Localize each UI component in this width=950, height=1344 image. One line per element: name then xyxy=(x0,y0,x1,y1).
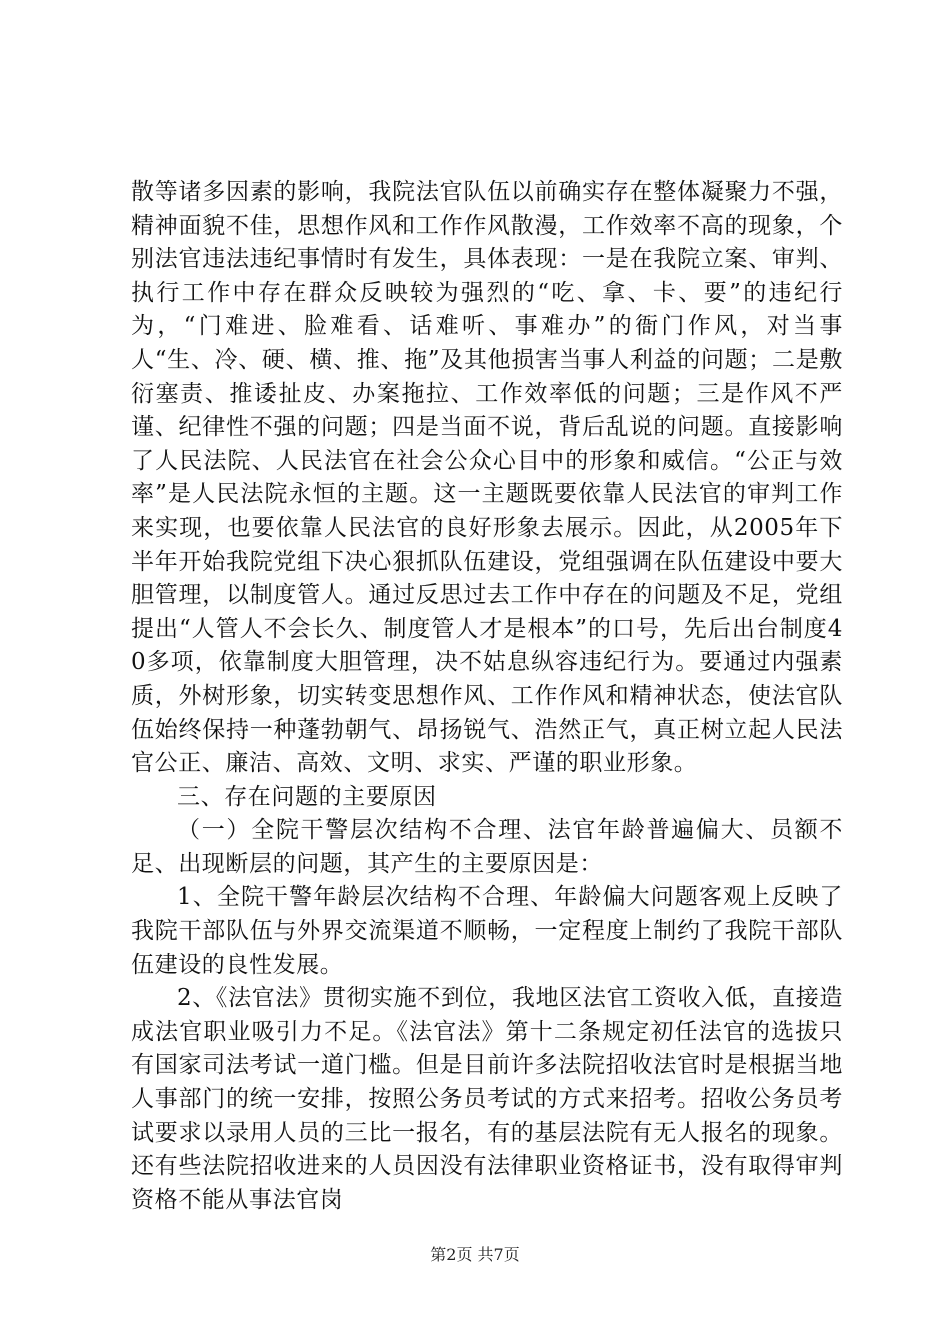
paragraph-item-2: 2、《法官法》贯彻实施不到位，我地区法官工资收入低，直接造成法官职业吸引力不足。《法官法》第十二条规定初任法官的选拔只有国家司法考试一道门槛。但是目前许多法院招收法官时是根据当地人事部门的统一安排，按照公务员考试的方式来招考。招收公务员考试要求以录用人员的三比一报名，有的基层法院有无人报名的现象。还有些法院招收进来的人员因没有法律职业资格证书，没有取得审判资格不能从事法官岗 xyxy=(131,985,843,1213)
paragraph-subsection-1: （一）全院干警层次结构不合理、法官年龄普遍偏大、员额不足、出现断层的问题，其产生的主要原因是： xyxy=(131,817,843,877)
document-body xyxy=(131,176,843,1217)
paragraph-item-1: 1、全院干警年龄层次结构不合理、年龄偏大问题客观上反映了我院干部队伍与外界交流渠道不顺畅，一定程度上制约了我院干部队伍建设的良性发展。 xyxy=(131,884,843,978)
paragraph-continuation: 散等诸多因素的影响，我院法官队伍以前确实存在整体凝聚力不强，精神面貌不佳，思想作风和工作作风散漫，工作效率不高的现象，个别法官违法违纪事情时有发生，具体表现：一是在我院立案、审判、执行工作中存在群众反映较为强烈的“吃、拿、卡、要”的违纪行为，“门难进、脸难看、话难听、事难办”的衙门作风，对当事人“生、冷、硬、横、推、拖”及其他损害当事人利益的问题；二是敷衍塞责、推诿扯皮、办案拖拉、工作效率低的问题；三是作风不严谨、纪律性不强的问题；四是当面不说，背后乱说的问题。直接影响了人民法院、人民法官在社会公众心目中的形象和威信。“公正与效率”是人民法院永恒的主题。这一主题既要依靠人民法官的审判工作来实现，也要依靠人民法官的良好形象去展示。因此，从2005年下半年开始我院党组下决心狠抓队伍建设，党组强调在队伍建设中要大胆管理，以制度管人。通过反思过去工作中存在的问题及不足，党组提出“人管人不会长久、制度管人才是根本”的口号，先后出台制度40多项，依靠制度大胆管理，决不姑息纵容违纪行为。要通过内强素质，外树形象，切实转变思想作风、工作作风和精神状态，使法官队伍始终保持一种蓬勃朝气、昂扬锐气、浩然正气，真正树立起人民法官公正、廉洁、高效、文明、求实、严谨的职业形象。 xyxy=(131,179,843,777)
page-footer: 第2页 共7页 xyxy=(430,1245,520,1264)
section-heading-3: 三、存在问题的主要原因 xyxy=(177,783,437,810)
